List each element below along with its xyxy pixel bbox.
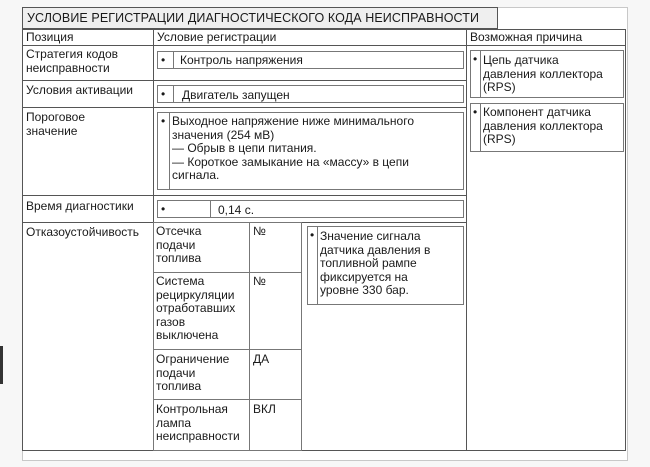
bullet-icon: • [310, 228, 315, 242]
header-condition-label: Условие регистрации [157, 30, 277, 44]
fault-item-3-line-1: Ограничение [156, 352, 230, 366]
bullet-icon: • [161, 87, 166, 101]
strategy-label-line-2: неисправности [26, 60, 110, 75]
cause-box-1 [470, 50, 624, 98]
fault-tolerance-label-cell [22, 222, 154, 451]
fault-note-box [307, 226, 464, 305]
fault-item-label-cell [153, 349, 250, 400]
fault-item-2-line-3: отработавших [156, 301, 236, 315]
fault-item-4-line-3: неисправности [156, 429, 240, 443]
header-position-label: Позиция [26, 30, 74, 44]
cause-1-line-2: давления коллектора [483, 66, 603, 81]
fault-item-4-line-2: лампа [156, 415, 192, 430]
fault-item-2-value: № [253, 274, 266, 288]
divider [210, 200, 211, 218]
cause-2-line-3: (RPS) [483, 132, 516, 146]
threshold-label-line-2: значение [26, 123, 78, 138]
header-cell-cause [466, 29, 626, 46]
fault-item-3-line-3: топлива [156, 379, 202, 393]
fault-item-label-cell [153, 272, 250, 350]
threshold-value-line-2: значения (254 мВ) [172, 127, 275, 142]
fault-item-1-line-2: подачи [156, 237, 196, 252]
fault-note-line-2: датчика давления в [320, 242, 431, 257]
fault-item-4-value: ВКЛ [253, 402, 276, 416]
activation-label-cell [22, 80, 154, 108]
fault-item-4-line-1: Контрольная [156, 402, 228, 416]
bullet-icon: • [473, 52, 478, 66]
divider [173, 85, 174, 103]
header-cause-label: Возможная причина [470, 30, 583, 44]
divider [317, 226, 318, 305]
fault-item-1-line-3: топлива [156, 251, 202, 265]
fault-item-3-line-2: подачи [156, 365, 196, 380]
fault-item-3-value: ДА [253, 352, 270, 366]
threshold-value-line-1: Выходное напряжение ниже минимального [172, 114, 415, 128]
activation-value-box [157, 85, 464, 103]
fault-note-line-5: уровне 330 бар. [320, 283, 409, 297]
fault-item-2-line-4: газов [156, 314, 186, 329]
cause-1-line-3: (RPS) [483, 80, 516, 94]
diag-time-label-cell [22, 195, 154, 223]
threshold-value-line-4: — Короткое замыкание на «массу» в цепи [172, 154, 409, 169]
diag-time-value: 0,14 с. [218, 203, 255, 217]
header-cell-position [22, 29, 154, 46]
diag-time-value-box [157, 200, 464, 218]
threshold-label-line-1: Пороговое [26, 110, 86, 124]
fault-item-2-line-1: Система [156, 274, 205, 288]
threshold-value-line-3: — Обрыв в цепи питания. [172, 141, 317, 155]
left-edge-marker [0, 346, 3, 384]
bullet-icon: • [473, 105, 478, 119]
strategy-label-cell [22, 45, 154, 81]
activation-value: Двигатель запущен [182, 88, 290, 102]
divider [480, 50, 481, 98]
bullet-icon: • [161, 114, 166, 128]
strategy-value-box [157, 51, 464, 69]
divider [173, 51, 174, 69]
fault-item-2-line-2: рециркуляции [156, 287, 235, 302]
divider [480, 103, 481, 152]
fault-item-1-line-1: Отсечка [156, 224, 202, 238]
threshold-value-line-5: сигнала. [172, 168, 220, 182]
fault-item-2-line-5: выключена [156, 328, 219, 342]
cause-1-line-1: Цепь датчика [483, 53, 559, 67]
fault-item-value-cell [249, 272, 302, 350]
fault-item-1-value: № [253, 224, 266, 238]
fault-item-label-cell [153, 399, 250, 451]
fault-note-line-4: фиксируется на [320, 269, 408, 284]
diag-time-label: Время диагностики [26, 199, 134, 213]
fault-note-line-1: Значение сигнала [320, 229, 421, 243]
header-cell-condition [153, 29, 467, 46]
bullet-icon: • [161, 53, 166, 67]
strategy-value: Контроль напряжения [180, 53, 303, 67]
fault-note-line-3: топливной рампе [320, 256, 417, 270]
fault-tolerance-label: Отказоустойчивость [26, 225, 140, 239]
bullet-icon: • [161, 202, 166, 216]
document-title: УСЛОВИЕ РЕГИСТРАЦИИ ДИАГНОСТИЧЕСКОГО КОДА НЕИСПРАВНОСТИ [22, 7, 498, 29]
cause-box-2 [470, 103, 624, 152]
threshold-label-cell [22, 107, 154, 196]
cause-2-line-1: Компонент датчика [483, 105, 591, 119]
fault-item-label-cell [153, 222, 250, 273]
strategy-label-line-1: Стратегия кодов [26, 47, 119, 61]
fault-item-value-cell [249, 349, 302, 400]
fault-item-value-cell [249, 222, 302, 273]
threshold-value-box [157, 112, 464, 190]
fault-item-value-cell [249, 399, 302, 451]
cause-2-line-2: давления коллектора [483, 118, 603, 133]
divider [169, 112, 170, 190]
activation-label: Условия активации [26, 83, 133, 97]
